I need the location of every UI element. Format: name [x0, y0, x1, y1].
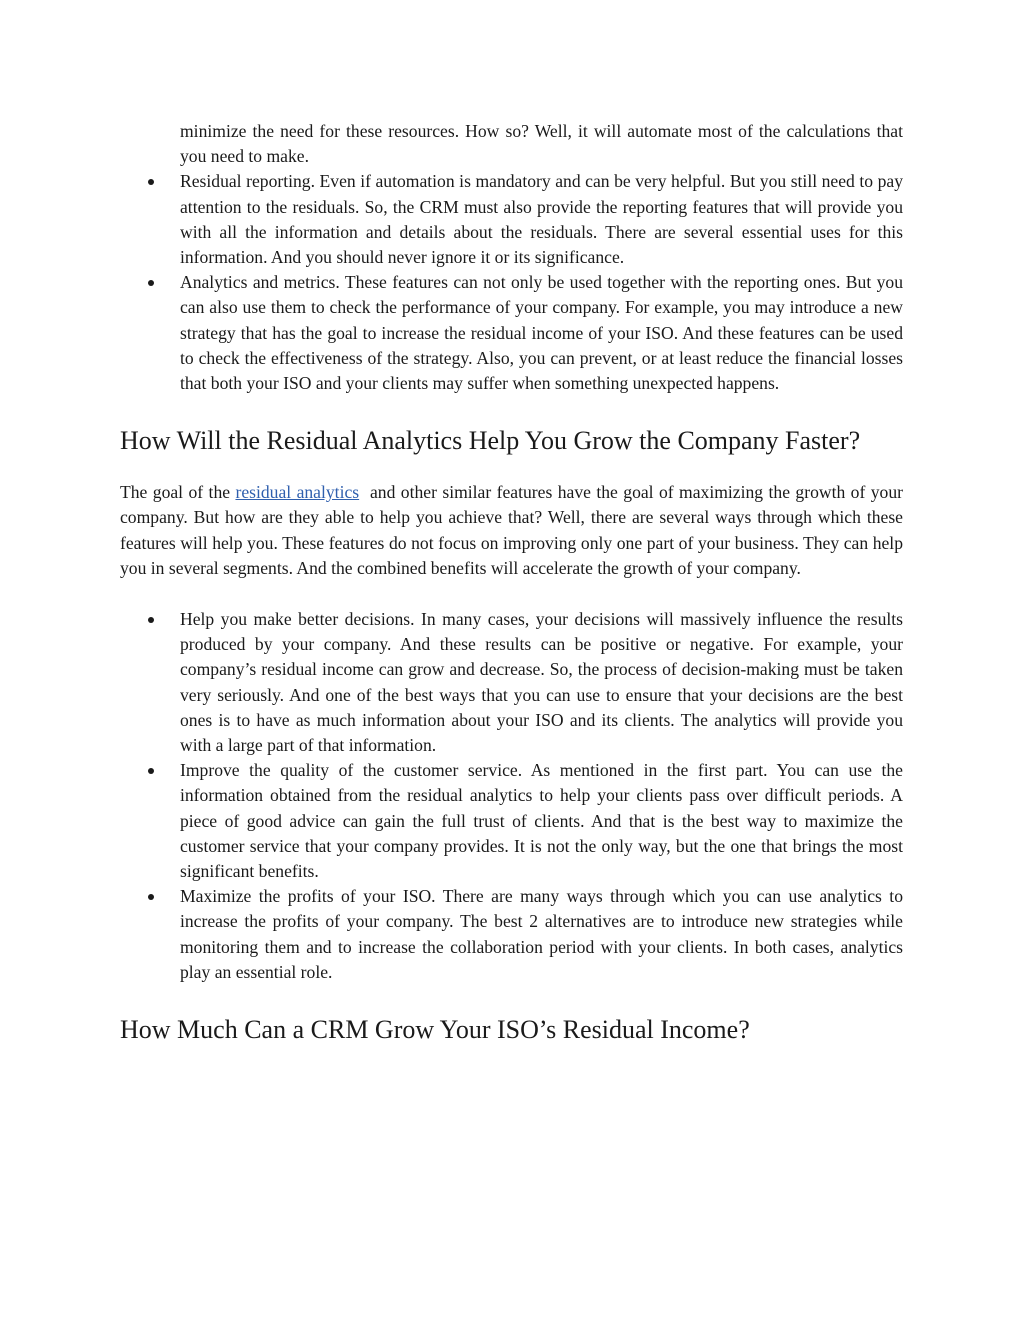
list-item-continuation: minimize the need for these resources. How so? Well, it will automate most of the calculations that you need to make. — [180, 121, 903, 167]
section-heading-crm-income: How Much Can a CRM Grow Your ISO’s Residual Income? — [120, 1015, 750, 1045]
list-item-customer-service: Improve the quality of the customer service. As mentioned in the first part. You can use the information obtained from the residual analytics to help your clients pass over difficult periods. A piece of good advice can gain the full trust of clients. And that is the best way to maximize the customer service that your company provides. It is not the only way, but the one that brings the most significant benefits. — [180, 758, 903, 884]
continuation-list — [120, 119, 903, 169]
benefits-bullet-list — [120, 607, 903, 985]
intro-text-before-link: The goal of the — [120, 482, 236, 503]
intro-text-after-link: and other similar features have the goal of maximizing the growth of your company. But how are they able to help you achieve that? Well, there are several ways through which these features will help you. These features do not focus on improving only one part of your business. They can help you in several segments. And the combined benefits will accelerate the growth of your company. — [120, 482, 908, 578]
intro-paragraph — [120, 480, 908, 581]
document-page — [120, 119, 908, 1045]
list-item-maximize-profits: Maximize the profits of your ISO. There are many ways through which you can use analytics to increase the profits of your company. The best 2 alternatives are to introduce new strategies while monitoring them and to increase the collaboration period with your clients. In both cases, analytics play an essential role. — [180, 884, 903, 985]
features-bullet-list — [120, 169, 903, 396]
list-item-residual-reporting: Residual reporting. Even if automation is mandatory and can be very helpful. But you still need to pay attention to the residuals. So, the CRM must also provide the reporting features that will provide you with all the information and details about the residuals. There are several essential uses for this information. And you should never ignore it or its significance. — [180, 169, 903, 270]
list-item-better-decisions: Help you make better decisions. In many cases, your decisions will massively influence the results produced by your company. And these results can be positive or negative. For example, your company’s residual income can grow and decrease. So, the process of decision-making must be taken very seriously. And one of the best ways that you can use to ensure that your decisions are the best ones is to have as much information about your ISO and its clients. The analytics will provide you with a large part of that information. — [180, 607, 903, 758]
residual-analytics-link[interactable]: residual analytics — [235, 482, 360, 503]
section-heading-residual-analytics: How Will the Residual Analytics Help You Grow the Company Faster? — [120, 426, 861, 456]
list-item-analytics-metrics: Analytics and metrics. These features can not only be used together with the reporting ones. But you can also use them to check the performance of your company. For example, you may introduce a new strategy that has the goal to increase the residual income of your ISO. And these features can be used to check the effectiveness of the strategy. Also, you can prevent, or at least reduce the financial losses that both your ISO and your clients may suffer when something unexpected happens. — [180, 270, 903, 396]
